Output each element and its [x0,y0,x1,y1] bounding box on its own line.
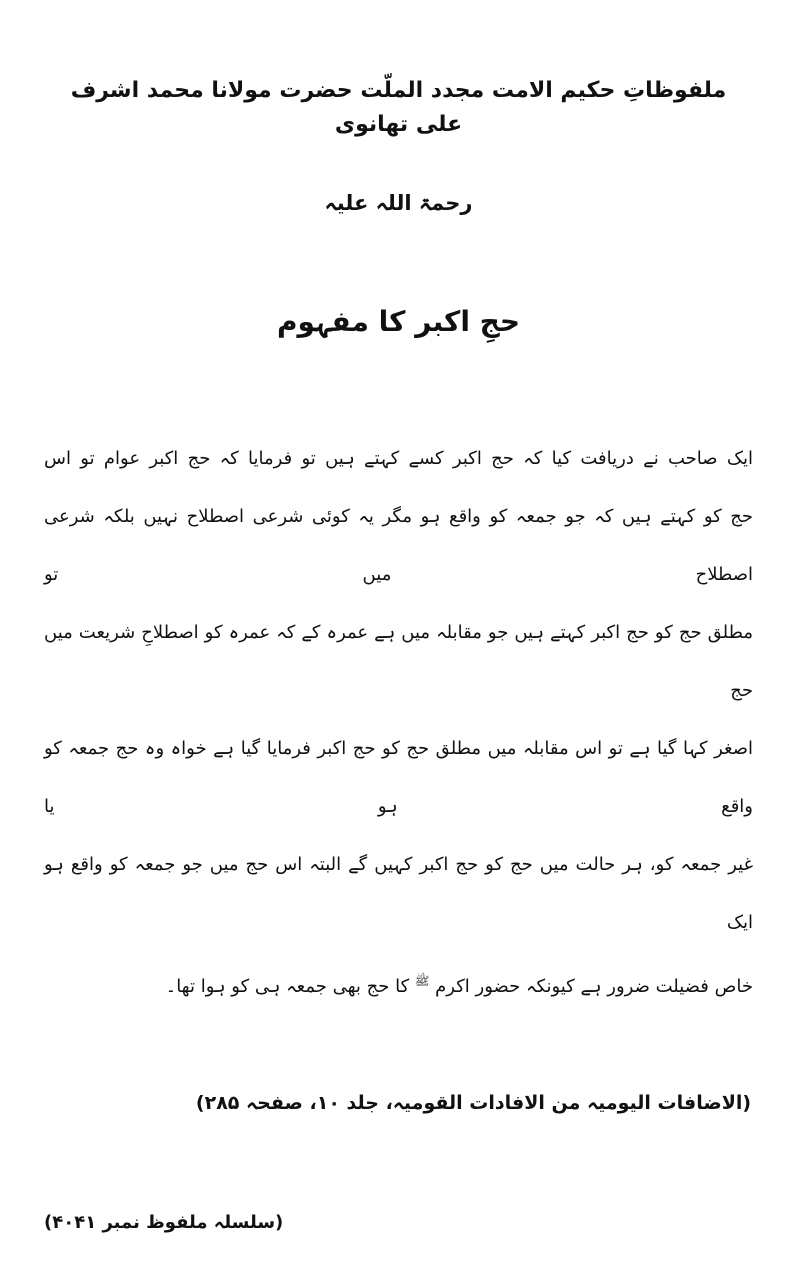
source-reference: (الاضافات الیومیہ من الافادات القومیہ، جلد ۱۰، صفحہ ۲۸۵) [195,1092,752,1114]
series-number: (سلسلہ ملفوظ نمبر ۴۰۴۱) [44,1212,284,1233]
body-text [44,430,753,1016]
body-line: ایک صاحب نے دریافت کیا کہ حج اکبر کسے کہتے ہیں تو فرمایا کہ حج اکبر عوام تو اس [44,448,753,469]
body-line: غیر جمعہ کو، ہر حالت میں حج کو حج اکبر کہیں گے البتہ اس حج میں جو جمعہ کو واقع ہو ایک [44,854,753,933]
body-line: مطلق حج کو حج اکبر کہتے ہیں جو مقابلہ میں ہے عمرہ کے کہ عمرہ کو اصطلاحِ شریعت میں حج [44,622,753,701]
document-title: ملفوظاتِ حکیم الامت مجدد الملّت حضرت مولانا محمد اشرف علی تھانوی [70,78,727,137]
section-heading: حجِ اکبر کا مفہوم [276,305,521,338]
body-line [44,952,753,1016]
body-line-text: خاص فضیلت ضرور ہے کیونکہ حضور اکرم [435,976,753,997]
body-line-text: کا حج بھی جمعہ ہی کو ہوا تھا۔ [165,976,410,997]
body-line: حج کو کہتے ہیں کہ جو جمعہ کو واقع ہو مگر یہ کوئی شرعی اصطلاح نہیں بلکہ شرعی اصطلاح میں تو [44,506,753,585]
document-title-honorific: رحمۃ اللہ علیہ [324,191,473,215]
body-line: اصغر کہا گیا ہے تو اس مقابلہ میں مطلق حج کو حج اکبر فرمایا گیا ہے خواہ وہ حج جمعہ کو واقع ہو یا [44,738,753,817]
salutation-glyph: ﷺ [414,974,430,988]
